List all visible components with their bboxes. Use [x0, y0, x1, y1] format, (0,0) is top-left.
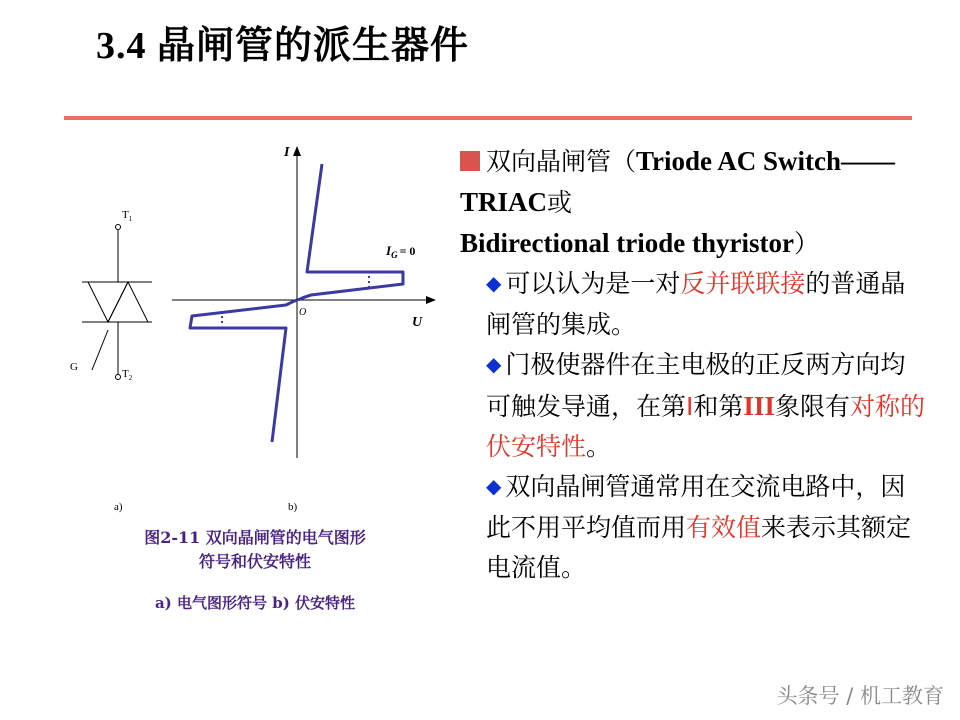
body-text: [460, 141, 930, 588]
t1-terminal: [116, 225, 121, 230]
slide-title: 3.4 晶闸管的派生器件: [96, 25, 470, 67]
bullet-rms-rating: ◆ 双向晶闸管通常用在交流电路中，因此不用平均值而用有效值来表示其额定电流值。: [486, 472, 912, 582]
watermark: 头条号 / 机工教育: [776, 684, 944, 708]
bullet-triac-definition: 双向晶闸管（Triode AC Switch——TRIAC或 Bidirectional triode thyristor）: [460, 146, 896, 258]
part-b-label: b): [288, 501, 298, 513]
symbol-diode-up: [108, 282, 148, 322]
origin-label: O: [299, 307, 307, 318]
red-square-bullet-icon: [460, 151, 480, 171]
i-axis-arrow-icon: [293, 146, 301, 156]
t1-label: $T_1$: [122, 209, 133, 223]
blue-diamond-bullet-icon: ◆: [486, 474, 502, 498]
t2-label: $T_2$: [122, 368, 133, 382]
quadrant-1-curve: [298, 164, 403, 300]
quadrant-3-curve: [190, 300, 297, 442]
figure-subcaption: a) 电气图形符号 b) 伏安特性: [154, 594, 356, 612]
u-axis-arrow-icon: [426, 296, 436, 304]
bullet-antiparallel: ◆ 可以认为是一对反并联联接的普通晶闸管的集成。: [486, 269, 906, 339]
gate-label: G: [70, 361, 78, 373]
triac-figure: [60, 140, 450, 520]
t2-terminal: [116, 375, 121, 380]
symbol-diode-down: [88, 282, 128, 322]
title-divider: [64, 116, 912, 120]
blue-diamond-bullet-icon: ◆: [486, 271, 502, 295]
caption-line-1: 图2-11 双向晶闸管的电气图形: [144, 528, 366, 547]
caption-line-2: 符号和伏安特性: [198, 552, 311, 571]
part-a-label: a): [114, 501, 123, 513]
u-axis-label: U: [412, 315, 423, 330]
bullet-gate-trigger: ◆ 门极使器件在主电极的正反两方向均可触发导通，在第Ⅰ和第III象限有对称的伏安特性。: [486, 350, 925, 461]
vi-characteristic: [172, 145, 436, 458]
ig-label: $I_G = 0$: [386, 243, 416, 260]
figure-caption: [60, 526, 450, 574]
blue-diamond-bullet-icon: ◆: [486, 352, 502, 376]
gate-lead: [92, 330, 108, 370]
triac-symbol: [82, 225, 152, 380]
i-axis-label: I: [284, 145, 290, 160]
